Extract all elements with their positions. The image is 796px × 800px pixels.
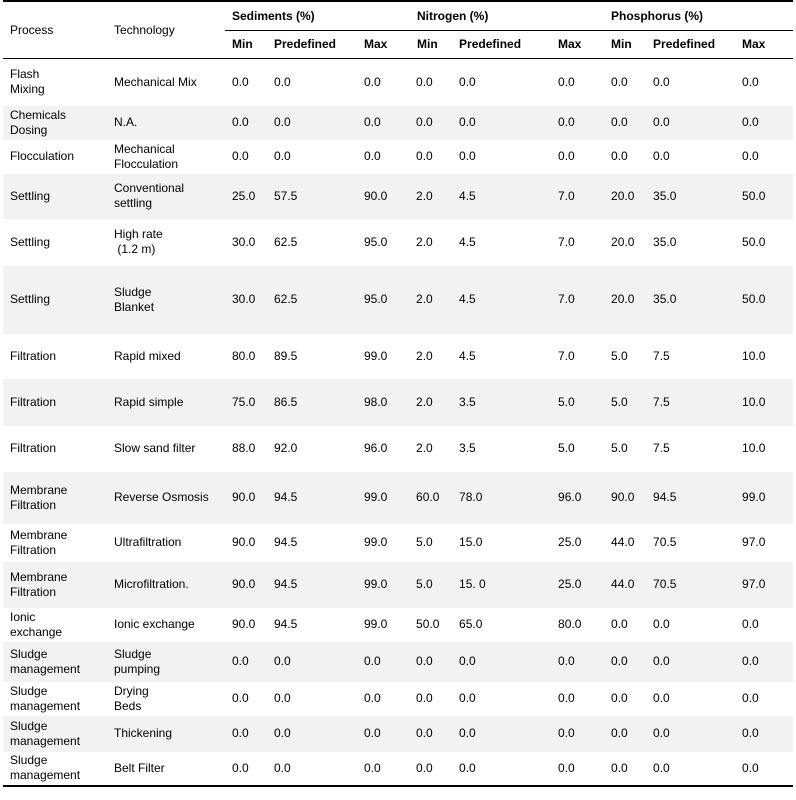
- nitrogen-min-cell: 2.0: [416, 348, 433, 363]
- nitrogen-max-header: Max: [551, 31, 604, 59]
- nitrogen-predefined-cell: 15. 0: [452, 562, 551, 608]
- nitrogen-max-cell: 7.0: [558, 234, 575, 249]
- phosphorus-min-cell: 20.0: [604, 174, 646, 219]
- nitrogen-min-cell: 2.0: [410, 379, 452, 426]
- sediments-min-cell: 90.0: [232, 617, 256, 631]
- nitrogen-min-cell: 2.0: [410, 174, 452, 219]
- nitrogen-min-cell: 5.0: [416, 535, 433, 549]
- sediments-min-cell: 88.0: [232, 441, 256, 455]
- sediments-min-cell: 90.0: [225, 472, 267, 524]
- sediments-predefined-cell: 86.5: [267, 379, 357, 426]
- nitrogen-predefined-cell: 0.0: [452, 752, 551, 786]
- table-row: [3, 266, 793, 334]
- technology-cell: Drying Beds: [114, 683, 149, 713]
- nitrogen-max-cell: 0.0: [551, 642, 604, 682]
- nitrogen-predefined-cell: 3.5: [459, 441, 476, 455]
- sediments-predefined-cell: 0.0: [267, 106, 357, 140]
- nitrogen-min-cell: 0.0: [416, 691, 433, 705]
- nitrogen-predefined-cell: 65.0: [459, 617, 483, 631]
- sediments-min-cell: 0.0: [232, 149, 249, 163]
- sediments-max-cell: 0.0: [364, 74, 381, 89]
- phosphorus-predefined-cell: 0.0: [646, 716, 735, 752]
- removal-efficiency-table: [3, 0, 793, 787]
- sediments-max-cell: 90.0: [357, 174, 410, 219]
- table-row: [3, 608, 793, 642]
- sediments-min-cell: 0.0: [232, 691, 249, 705]
- table-row: [3, 59, 793, 106]
- table-row: [3, 334, 793, 379]
- phosphorus-max-cell: 10.0: [735, 379, 793, 426]
- technology-cell: Mechanical Flocculation: [114, 141, 179, 171]
- technology-cell: Thickening: [107, 716, 225, 752]
- phosphorus-max-cell: 0.0: [742, 149, 759, 163]
- sediments-predefined-cell: 94.5: [267, 562, 357, 608]
- nitrogen-min-header: Min: [410, 31, 452, 59]
- sediments-min-cell: 90.0: [225, 562, 267, 608]
- sediments-predefined-cell: 92.0: [274, 441, 298, 455]
- phosphorus-max-header: Max: [735, 31, 793, 59]
- table-row: [3, 716, 793, 752]
- sediments-max-cell: 99.0: [357, 562, 410, 608]
- phosphorus-predefined-cell: 0.0: [653, 691, 670, 705]
- sediments-max-cell: 96.0: [364, 441, 388, 455]
- nitrogen-min-cell: 0.0: [410, 106, 452, 140]
- sediments-predefined-cell: 89.5: [274, 348, 298, 363]
- process-cell: Sludge management: [3, 752, 107, 786]
- phosphorus-max-cell: 10.0: [742, 348, 766, 363]
- nitrogen-predefined-cell: 3.5: [452, 379, 551, 426]
- nitrogen-max-cell: 5.0: [551, 379, 604, 426]
- phosphorus-min-cell: 0.0: [604, 716, 646, 752]
- phosphorus-predefined-cell: 7.5: [653, 441, 670, 455]
- table-body: [3, 59, 793, 786]
- sediments-min-cell: 90.0: [232, 535, 256, 549]
- phosphorus-predefined-cell: 0.0: [653, 617, 670, 631]
- nitrogen-max-cell: 7.0: [551, 266, 604, 334]
- sediments-min-cell: 75.0: [225, 379, 267, 426]
- nitrogen-predefined-cell: 0.0: [452, 642, 551, 682]
- technology-cell: Conventional settling: [107, 174, 225, 219]
- table-row: [3, 524, 793, 562]
- phosphorus-min-cell: 0.0: [611, 149, 628, 163]
- phosphorus-predefined-cell: 35.0: [646, 266, 735, 334]
- phosphorus-max-cell: 0.0: [735, 642, 793, 682]
- sediments-max-cell: 0.0: [357, 752, 410, 786]
- technology-cell: Slow sand filter: [114, 441, 196, 455]
- sediments-min-cell: 0.0: [225, 642, 267, 682]
- process-cell: Filtration: [3, 379, 107, 426]
- nitrogen-predefined-cell: 0.0: [452, 106, 551, 140]
- technology-cell: Microfiltration.: [107, 562, 225, 608]
- nitrogen-header: Nitrogen (%): [410, 1, 604, 31]
- phosphorus-max-cell: 97.0: [735, 562, 793, 608]
- phosphorus-min-cell: 20.0: [604, 266, 646, 334]
- process-cell: Sludge management: [3, 716, 107, 752]
- phosphorus-max-cell: 0.0: [742, 74, 759, 89]
- phosphorus-min-cell: 0.0: [611, 691, 628, 705]
- nitrogen-max-cell: 25.0: [551, 562, 604, 608]
- nitrogen-predefined-cell: 0.0: [452, 716, 551, 752]
- phosphorus-max-cell: 97.0: [742, 535, 766, 549]
- process-cell: Flocculation: [10, 149, 75, 163]
- sediments-predefined-cell: 0.0: [267, 642, 357, 682]
- nitrogen-min-cell: 2.0: [410, 266, 452, 334]
- technology-header: Technology: [107, 1, 225, 59]
- table-row: [3, 642, 793, 682]
- sediments-min-cell: 0.0: [225, 106, 267, 140]
- process-cell: Membrane Filtration: [3, 562, 107, 608]
- sediments-predefined-cell: 0.0: [274, 74, 291, 89]
- technology-cell: Sludge Blanket: [107, 266, 225, 334]
- sediments-predefined-cell: 94.5: [274, 535, 298, 549]
- sediments-max-cell: 0.0: [357, 106, 410, 140]
- nitrogen-max-cell: 0.0: [558, 691, 575, 705]
- technology-cell: High rate (1.2 m): [114, 227, 163, 256]
- sediments-predefined-cell: 62.5: [267, 266, 357, 334]
- table-row: [3, 219, 793, 266]
- sediments-max-header: Max: [357, 31, 410, 59]
- phosphorus-min-cell: 0.0: [611, 617, 628, 631]
- phosphorus-max-cell: 0.0: [742, 617, 759, 631]
- phosphorus-min-cell: 0.0: [604, 106, 646, 140]
- nitrogen-max-cell: 25.0: [558, 535, 582, 549]
- technology-cell: Mechanical Mix: [114, 74, 197, 89]
- sediments-max-cell: 98.0: [357, 379, 410, 426]
- phosphorus-header: Phosphorus (%): [604, 1, 793, 31]
- sediments-max-cell: 0.0: [364, 149, 381, 163]
- phosphorus-max-cell: 0.0: [735, 106, 793, 140]
- process-cell: Membrane Filtration: [3, 472, 107, 524]
- nitrogen-max-cell: 0.0: [551, 106, 604, 140]
- technology-cell: Reverse Osmosis: [107, 472, 225, 524]
- phosphorus-max-cell: 99.0: [735, 472, 793, 524]
- sediments-min-cell: 30.0: [232, 234, 256, 249]
- sediments-max-cell: 95.0: [357, 266, 410, 334]
- sediments-min-cell: 30.0: [225, 266, 267, 334]
- nitrogen-predefined-cell: 4.5: [452, 266, 551, 334]
- sediments-predefined-cell: 0.0: [267, 752, 357, 786]
- phosphorus-predefined-cell: 7.5: [653, 348, 670, 363]
- sediments-predefined-header: Predefined: [267, 31, 357, 59]
- nitrogen-min-cell: 0.0: [416, 149, 433, 163]
- process-cell: Settling: [10, 234, 51, 249]
- technology-cell: Ionic exchange: [114, 617, 195, 631]
- table-row: [3, 426, 793, 472]
- sediments-max-cell: 0.0: [357, 642, 410, 682]
- sediments-max-cell: 99.0: [364, 535, 388, 549]
- sediments-predefined-cell: 0.0: [274, 691, 291, 705]
- technology-cell: Sludge pumping: [107, 642, 225, 682]
- technology-cell: Rapid mixed: [114, 348, 181, 363]
- nitrogen-max-cell: 5.0: [558, 441, 575, 455]
- phosphorus-min-cell: 90.0: [604, 472, 646, 524]
- nitrogen-predefined-cell: 78.0: [452, 472, 551, 524]
- phosphorus-predefined-cell: 0.0: [653, 74, 670, 89]
- nitrogen-min-cell: 0.0: [410, 716, 452, 752]
- phosphorus-min-cell: 0.0: [604, 752, 646, 786]
- process-cell: Settling: [3, 266, 107, 334]
- sediments-predefined-cell: 0.0: [267, 716, 357, 752]
- nitrogen-max-cell: 0.0: [551, 716, 604, 752]
- table-row: [3, 174, 793, 219]
- phosphorus-max-cell: 0.0: [742, 691, 759, 705]
- nitrogen-max-cell: 7.0: [551, 174, 604, 219]
- phosphorus-min-cell: 5.0: [611, 441, 628, 455]
- nitrogen-min-cell: 2.0: [416, 234, 433, 249]
- table-row: [3, 106, 793, 140]
- nitrogen-max-cell: 0.0: [558, 74, 575, 89]
- process-cell: Membrane Filtration: [10, 527, 68, 557]
- sediments-header: Sediments (%): [225, 1, 410, 31]
- nitrogen-predefined-cell: 0.0: [459, 149, 476, 163]
- nitrogen-predefined-header: Predefined: [452, 31, 551, 59]
- phosphorus-min-cell: 5.0: [604, 379, 646, 426]
- nitrogen-min-cell: 60.0: [410, 472, 452, 524]
- nitrogen-max-cell: 0.0: [558, 149, 575, 163]
- sediments-min-cell: 0.0: [225, 716, 267, 752]
- table-row: [3, 472, 793, 524]
- phosphorus-min-cell: 44.0: [611, 535, 635, 549]
- sediments-max-cell: 99.0: [364, 617, 388, 631]
- phosphorus-predefined-cell: 70.5: [646, 562, 735, 608]
- nitrogen-predefined-cell: 0.0: [459, 74, 476, 89]
- phosphorus-max-cell: 0.0: [735, 716, 793, 752]
- phosphorus-predefined-cell: 0.0: [653, 149, 670, 163]
- phosphorus-min-cell: 0.0: [604, 642, 646, 682]
- table-row: [3, 752, 793, 786]
- sediments-min-cell: 0.0: [232, 74, 249, 89]
- phosphorus-predefined-cell: 94.5: [646, 472, 735, 524]
- process-cell: Sludge management: [3, 642, 107, 682]
- process-cell: Sludge management: [10, 683, 81, 713]
- phosphorus-max-cell: 50.0: [735, 174, 793, 219]
- phosphorus-predefined-cell: 0.0: [646, 752, 735, 786]
- technology-cell: Belt Filter: [107, 752, 225, 786]
- phosphorus-max-cell: 50.0: [735, 266, 793, 334]
- sediments-predefined-cell: 62.5: [274, 234, 298, 249]
- phosphorus-predefined-cell: 35.0: [653, 234, 677, 249]
- nitrogen-min-cell: 2.0: [416, 441, 433, 455]
- nitrogen-max-cell: 0.0: [551, 752, 604, 786]
- table-row: [3, 562, 793, 608]
- sediments-predefined-cell: 0.0: [274, 149, 291, 163]
- nitrogen-min-cell: 50.0: [416, 617, 440, 631]
- sediments-min-cell: 80.0: [232, 348, 256, 363]
- sediments-max-cell: 99.0: [357, 472, 410, 524]
- phosphorus-predefined-cell: 35.0: [646, 174, 735, 219]
- phosphorus-min-cell: 20.0: [611, 234, 635, 249]
- sediments-predefined-cell: 94.5: [274, 617, 298, 631]
- nitrogen-min-cell: 5.0: [410, 562, 452, 608]
- technology-cell: Rapid simple: [107, 379, 225, 426]
- phosphorus-min-cell: 5.0: [611, 348, 628, 363]
- sediments-max-cell: 95.0: [364, 234, 388, 249]
- process-cell: Settling: [3, 174, 107, 219]
- nitrogen-max-cell: 96.0: [551, 472, 604, 524]
- sediments-predefined-cell: 57.5: [267, 174, 357, 219]
- phosphorus-min-cell: 44.0: [604, 562, 646, 608]
- phosphorus-max-cell: 0.0: [735, 752, 793, 786]
- nitrogen-predefined-cell: 4.5: [452, 174, 551, 219]
- nitrogen-predefined-cell: 0.0: [459, 691, 476, 705]
- phosphorus-min-cell: 0.0: [611, 74, 628, 89]
- nitrogen-max-cell: 80.0: [558, 617, 582, 631]
- table-row: [3, 140, 793, 174]
- phosphorus-predefined-cell: 70.5: [653, 535, 677, 549]
- sediments-max-cell: 99.0: [364, 348, 388, 363]
- sediments-max-cell: 0.0: [357, 716, 410, 752]
- sediments-min-cell: 25.0: [225, 174, 267, 219]
- nitrogen-min-cell: 0.0: [416, 74, 433, 89]
- process-cell: Flash Mixing: [10, 67, 45, 97]
- sediments-predefined-cell: 94.5: [267, 472, 357, 524]
- process-header: Process: [3, 1, 107, 59]
- sediments-min-cell: 0.0: [225, 752, 267, 786]
- sediments-min-header: Min: [225, 31, 267, 59]
- nitrogen-predefined-cell: 4.5: [459, 234, 476, 249]
- phosphorus-min-header: Min: [604, 31, 646, 59]
- sediments-max-cell: 0.0: [364, 691, 381, 705]
- nitrogen-predefined-cell: 4.5: [459, 348, 476, 363]
- table-header: [3, 1, 793, 59]
- technology-cell: Ultrafiltration: [114, 535, 182, 549]
- table-row: [3, 379, 793, 426]
- technology-cell: N.A.: [107, 106, 225, 140]
- phosphorus-predefined-cell: 0.0: [646, 106, 735, 140]
- nitrogen-min-cell: 0.0: [410, 752, 452, 786]
- phosphorus-max-cell: 10.0: [742, 441, 766, 455]
- phosphorus-predefined-header: Predefined: [646, 31, 735, 59]
- process-cell: Chemicals Dosing: [3, 106, 107, 140]
- nitrogen-max-cell: 7.0: [558, 348, 575, 363]
- phosphorus-predefined-cell: 7.5: [646, 379, 735, 426]
- process-cell: Filtration: [10, 348, 57, 363]
- process-cell: Ionic exchange: [10, 609, 63, 639]
- phosphorus-predefined-cell: 0.0: [646, 642, 735, 682]
- nitrogen-predefined-cell: 15.0: [459, 535, 483, 549]
- process-cell: Filtration: [10, 441, 57, 455]
- table-row: [3, 682, 793, 716]
- nitrogen-min-cell: 0.0: [410, 642, 452, 682]
- phosphorus-max-cell: 50.0: [742, 234, 766, 249]
